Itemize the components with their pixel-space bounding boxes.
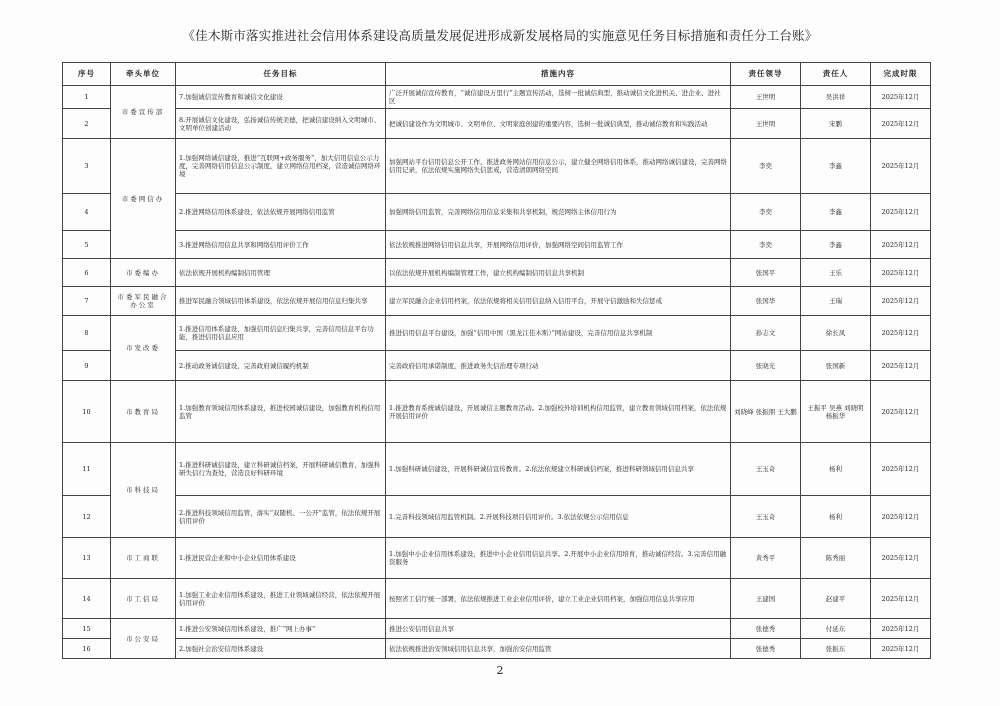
cell-responsible-person-text: 王振平 吴燕 刘晓明 杨振华 (807, 403, 864, 420)
cell-responsible-leader (731, 287, 801, 316)
cell-responsible-person (801, 443, 871, 496)
cell-measures-text: 加强网络信用监管，完善网络信用信息采集和共享机制，规范网络主体信用行为 (389, 208, 617, 216)
cell-responsible-leader (731, 259, 801, 287)
cell-lead-unit: 市委网信办 (111, 139, 176, 259)
cell-measures (386, 579, 731, 619)
cell-serial: 15 (63, 619, 111, 639)
cell-responsible-leader-text: 张国平 (755, 268, 776, 277)
table-row (63, 619, 931, 639)
cell-task-goal-text: 1.加强工业企业信用体系建设，推进工业领域诚信经营，依法依规开展信用评价 (179, 590, 381, 607)
cell-measures (386, 351, 731, 381)
header-measures: 措施内容 (386, 63, 731, 86)
cell-measures-text: 1.推进教育系统诚信建设，开展诚信主题教育活动。2.加强校外培训机构信用监管，建立教育领域信用档案，依法依规开展信用评价 (389, 403, 727, 420)
header-responsible-person: 责任人 (801, 63, 871, 86)
table-row (63, 259, 931, 287)
cell-measures (386, 381, 731, 443)
cell-measures-text: 1.加强中小企业信用体系建设，推进中小企业信用信息共享。2.开展中小企业信用培育，推动诚信经营。3.完善信用融资服务 (389, 550, 727, 566)
cell-responsible-person (801, 231, 871, 259)
cell-responsible-leader (731, 443, 801, 496)
cell-responsible-person-text: 张国新 (825, 361, 846, 370)
cell-measures-text: 广泛开展诚信宣传教育，“诚信建设万里行”主题宣传活动，选树一批诚信典型，推动诚信文化进机关、进企业、进社区 (389, 89, 721, 105)
header-responsible-leader: 责任领导 (731, 63, 801, 86)
cell-task-goal-text: 依法依规开展机构编制信用管理 (179, 268, 270, 277)
table-row (63, 639, 931, 659)
cell-task-goal-text: 2.加强社会治安信用体系建设 (179, 644, 264, 653)
cell-responsible-person (801, 316, 871, 351)
cell-measures-text: 1.完善科技领域信用监管机制。2.开展科技项目信用评价。3.依法依规公示信用信息 (389, 512, 629, 521)
cell-responsible-person (801, 619, 871, 639)
cell-measures-text: 把诚信建设作为文明城市、文明单位、文明家庭创建的重要内容，选树一批诚信典型，推动诚信教育和实践活动 (389, 119, 708, 128)
table-row (63, 287, 931, 316)
cell-deadline: 2025年12月 (871, 496, 931, 538)
header-row (63, 63, 931, 86)
cell-responsible-leader-text: 王世明 (755, 93, 776, 101)
cell-measures (386, 109, 731, 139)
cell-responsible-leader-text: 张德秀 (755, 624, 776, 633)
cell-responsible-leader (731, 351, 801, 381)
cell-responsible-person (801, 194, 871, 231)
cell-responsible-leader-text: 王玉奇 (755, 512, 776, 521)
cell-measures-text: 依法依规推进治安领域信用信息共享，加强治安信用监管 (389, 644, 552, 653)
cell-task-goal (176, 579, 386, 619)
header-deadline: 完成时限 (871, 63, 931, 86)
cell-measures (386, 538, 731, 579)
cell-deadline: 2025年12月 (871, 287, 931, 316)
cell-deadline: 2025年12月 (871, 316, 931, 351)
cell-responsible-person-text: 杨利 (829, 512, 842, 521)
cell-measures (386, 287, 731, 316)
cell-responsible-leader (731, 639, 801, 659)
cell-measures-text: 以依法依规开展机构编制管理工作，建立机构编制信用信息共享机制 (389, 268, 584, 277)
cell-measures (386, 443, 731, 496)
cell-responsible-leader (731, 579, 801, 619)
cell-responsible-person-text: 杨利 (829, 465, 842, 473)
cell-measures (386, 139, 731, 194)
cell-serial: 8 (63, 316, 111, 351)
cell-responsible-person-text: 陈秀丽 (825, 554, 846, 562)
cell-responsible-leader (731, 194, 801, 231)
cell-task-goal (176, 619, 386, 639)
cell-task-goal (176, 538, 386, 579)
cell-deadline: 2025年12月 (871, 538, 931, 579)
cell-serial: 7 (63, 287, 111, 316)
cell-responsible-person (801, 579, 871, 619)
cell-responsible-leader-text: 王世明 (755, 119, 776, 128)
cell-task-goal-text: 1.加强教育领域信用体系建设，推进校园诚信建设，加强教育机构信用监管 (179, 403, 381, 420)
cell-responsible-leader (731, 381, 801, 443)
cell-lead-unit: 市工商联 (111, 538, 176, 579)
cell-responsible-person (801, 538, 871, 579)
cell-measures (386, 86, 731, 109)
cell-deadline: 2025年12月 (871, 351, 931, 381)
table-row (63, 316, 931, 351)
cell-responsible-person (801, 381, 871, 443)
cell-serial: 11 (63, 443, 111, 496)
cell-responsible-person (801, 259, 871, 287)
cell-responsible-leader (731, 496, 801, 538)
cell-responsible-leader-text: 李奕 (759, 162, 772, 170)
cell-task-goal (176, 443, 386, 496)
cell-responsible-leader (731, 86, 801, 109)
cell-measures-text: 完善政府信用承诺制度，推进政务失信治理专项行动 (389, 361, 539, 370)
table-row (63, 351, 931, 381)
cell-responsible-leader-text: 孙志文 (755, 329, 776, 337)
cell-task-goal-text: 1.加强网络诚信建设，推进“互联网+政务服务”，加大信用信息公示力度，完善网络信用信息公示制度，建立网络信用档案，营造诚信网络环境 (179, 154, 381, 178)
cell-task-goal (176, 381, 386, 443)
cell-serial: 4 (63, 194, 111, 231)
cell-responsible-person-text: 张振东 (825, 644, 846, 653)
table-row (63, 579, 931, 619)
cell-task-goal-text: 1.推进科研诚信建设，建立科研诚信档案，开展科研诚信教育，加强科研失信行为查处，营造良好科研环境 (179, 461, 381, 477)
cell-responsible-leader-text: 李奕 (759, 240, 772, 249)
cell-task-goal (176, 259, 386, 287)
cell-task-goal (176, 194, 386, 231)
header-serial: 序号 (63, 63, 111, 86)
cell-responsible-leader (731, 538, 801, 579)
cell-responsible-person-text: 吴洪祥 (825, 93, 846, 101)
table-row (63, 86, 931, 109)
task-ledger-table (62, 62, 931, 659)
cell-responsible-person (801, 351, 871, 381)
cell-responsible-person (801, 109, 871, 139)
cell-deadline: 2025年12月 (871, 619, 931, 639)
cell-task-goal (176, 86, 386, 109)
cell-measures-text: 1.加强科研诚信建设，开展科研诚信宣传教育。2.依法依规建立科研诚信档案，推进科研领域信用信息共享 (389, 465, 694, 473)
cell-task-goal-text: 7.加强诚信宣传教育和诚信文化建设 (179, 93, 283, 101)
cell-serial: 9 (63, 351, 111, 381)
table-header (63, 63, 931, 86)
header-task-goal: 任务目标 (176, 63, 386, 86)
cell-responsible-person (801, 639, 871, 659)
cell-deadline: 2025年12月 (871, 381, 931, 443)
header-lead-unit: 牵头单位 (111, 63, 176, 86)
cell-responsible-leader (731, 109, 801, 139)
cell-deadline: 2025年12月 (871, 443, 931, 496)
cell-responsible-leader-text: 张德秀 (755, 644, 776, 653)
cell-task-goal-text: 2.推进科技领域信用监管，落实“双随机、一公开”监管，依法依规开展信用评价 (179, 508, 381, 525)
cell-deadline: 2025年12月 (871, 259, 931, 287)
table-row (63, 231, 931, 259)
cell-serial: 13 (63, 538, 111, 579)
cell-measures (386, 619, 731, 639)
cell-deadline: 2025年12月 (871, 231, 931, 259)
table-row (63, 443, 931, 496)
cell-measures (386, 231, 731, 259)
cell-measures (386, 259, 731, 287)
cell-responsible-leader-text: 王建国 (755, 594, 776, 603)
table-row (63, 139, 931, 194)
cell-task-goal-text: 2.推进网络信用体系建设，依法依规开展网络信用监管 (179, 208, 335, 216)
cell-serial: 5 (63, 231, 111, 259)
cell-serial: 3 (63, 139, 111, 194)
table-row (63, 496, 931, 538)
cell-task-goal (176, 639, 386, 659)
cell-lead-unit: 市工信局 (111, 579, 176, 619)
cell-task-goal (176, 496, 386, 538)
cell-responsible-person-text: 李鑫 (829, 208, 842, 216)
cell-task-goal-text: 推进军民融合领域信用体系建设，依法依规开展信用信息归集共享 (179, 297, 368, 305)
cell-deadline: 2025年12月 (871, 639, 931, 659)
cell-responsible-leader-text: 王玉奇 (755, 465, 776, 473)
cell-responsible-person-text: 李鑫 (829, 240, 842, 249)
cell-deadline: 2025年12月 (871, 86, 931, 109)
cell-measures-text: 推进公安信用信息共享 (389, 624, 454, 633)
cell-responsible-person (801, 287, 871, 316)
cell-responsible-leader (731, 231, 801, 259)
cell-task-goal-text: 1.推进民营企业和中小企业信用体系建设 (179, 554, 296, 562)
cell-responsible-leader (731, 316, 801, 351)
cell-task-goal (176, 351, 386, 381)
cell-responsible-leader (731, 139, 801, 194)
cell-serial: 1 (63, 86, 111, 109)
cell-deadline: 2025年12月 (871, 194, 931, 231)
cell-serial: 10 (63, 381, 111, 443)
cell-measures-text: 建立军民融合企业信用档案，依法依规将相关信用信息纳入信用平台，开展守信激励和失信惩戒 (389, 297, 662, 305)
document-title: 《佳木斯市落实推进社会信用体系建设高质量发展促进形成新发展格局的实施意见任务目标措施和责任分工台账》 (182, 28, 818, 43)
cell-deadline: 2025年12月 (871, 139, 931, 194)
cell-task-goal (176, 316, 386, 351)
table-row (63, 381, 931, 443)
cell-responsible-person-text: 王乐 (829, 268, 842, 277)
table-row (63, 194, 931, 231)
cell-measures-text: 推进信用信息平台建设，加强“信用中国（黑龙江佳木斯）”网站建设，完善信用信息共享机制 (389, 329, 653, 337)
table-body (63, 86, 931, 659)
cell-responsible-person-text: 付延东 (825, 624, 846, 633)
table-row (63, 538, 931, 579)
cell-lead-unit: 市科技局 (111, 443, 176, 538)
cell-serial: 12 (63, 496, 111, 538)
cell-responsible-leader-text: 黄秀平 (755, 554, 776, 562)
cell-task-goal-text: 3.推进网络信用信息共享和网络信用评价工作 (179, 240, 309, 249)
cell-responsible-leader-text: 张国华 (755, 297, 776, 305)
cell-responsible-person (801, 86, 871, 109)
cell-task-goal (176, 231, 386, 259)
cell-deadline: 2025年12月 (871, 109, 931, 139)
cell-deadline: 2025年12月 (871, 579, 931, 619)
cell-lead-unit: 市委编办 (111, 259, 176, 287)
cell-task-goal-text: 1.推进公安领域信用体系建设，推广“网上办事” (179, 624, 316, 633)
cell-responsible-person-text: 李鑫 (829, 162, 842, 170)
cell-responsible-leader-text: 刘晓峰 张振朋 王大鹏 (734, 407, 797, 416)
cell-lead-unit: 市委宣传部 (111, 86, 176, 139)
cell-serial: 2 (63, 109, 111, 139)
cell-serial: 14 (63, 579, 111, 619)
cell-serial: 6 (63, 259, 111, 287)
cell-responsible-leader (731, 619, 801, 639)
cell-responsible-person-text: 徐长凤 (825, 329, 846, 337)
cell-responsible-person-text: 赵建平 (825, 594, 846, 603)
cell-serial: 16 (63, 639, 111, 659)
cell-lead-unit: 市发改委 (111, 316, 176, 381)
cell-responsible-person-text: 王瑞 (829, 297, 842, 305)
cell-measures-text: 按照省工信厅统一部署，依法依规推进工业企业信用评价，建立工业企业信用档案，加强信用信息共享应用 (389, 594, 695, 603)
cell-task-goal (176, 139, 386, 194)
cell-task-goal (176, 287, 386, 316)
cell-lead-unit: 市公安局 (111, 619, 176, 659)
cell-measures (386, 496, 731, 538)
page-number: 2 (496, 664, 504, 677)
cell-lead-unit: 市委军民融合办公室 (111, 287, 176, 316)
cell-responsible-person (801, 496, 871, 538)
cell-task-goal-text: 2.推动政务诚信建设，完善政府诚信履约机制 (179, 361, 309, 370)
cell-responsible-leader-text: 李奕 (759, 208, 772, 216)
cell-responsible-person (801, 139, 871, 194)
table-row (63, 109, 931, 139)
cell-task-goal (176, 109, 386, 139)
cell-responsible-person-text: 宋鹏 (829, 119, 842, 128)
cell-task-goal-text: 1.推进信用体系建设，加强信用信息归集共享，完善信用信息平台功能，推进信用信息应用 (179, 325, 374, 341)
cell-lead-unit: 市教育局 (111, 381, 176, 443)
cell-responsible-leader-text: 张晓光 (755, 361, 776, 370)
cell-measures (386, 316, 731, 351)
cell-measures (386, 194, 731, 231)
cell-measures (386, 639, 731, 659)
cell-measures-text: 加强网站平台信用信息公开工作，推进政务网站信用信息公示，建立健全网络信用体系，推动网络诚信建设，完善网络信用记录，依法依规实施网络失信惩戒，营造清朗网络空间 (389, 158, 727, 174)
cell-measures-text: 依法依规推进网络信用信息共享，开展网络信用评价，加强网络空间信用监管工作 (389, 240, 623, 249)
cell-task-goal-text: 8.开展诚信文化建设，弘扬诚信传统美德，把诚信建设纳入文明城市、文明单位创建活动 (179, 115, 381, 132)
